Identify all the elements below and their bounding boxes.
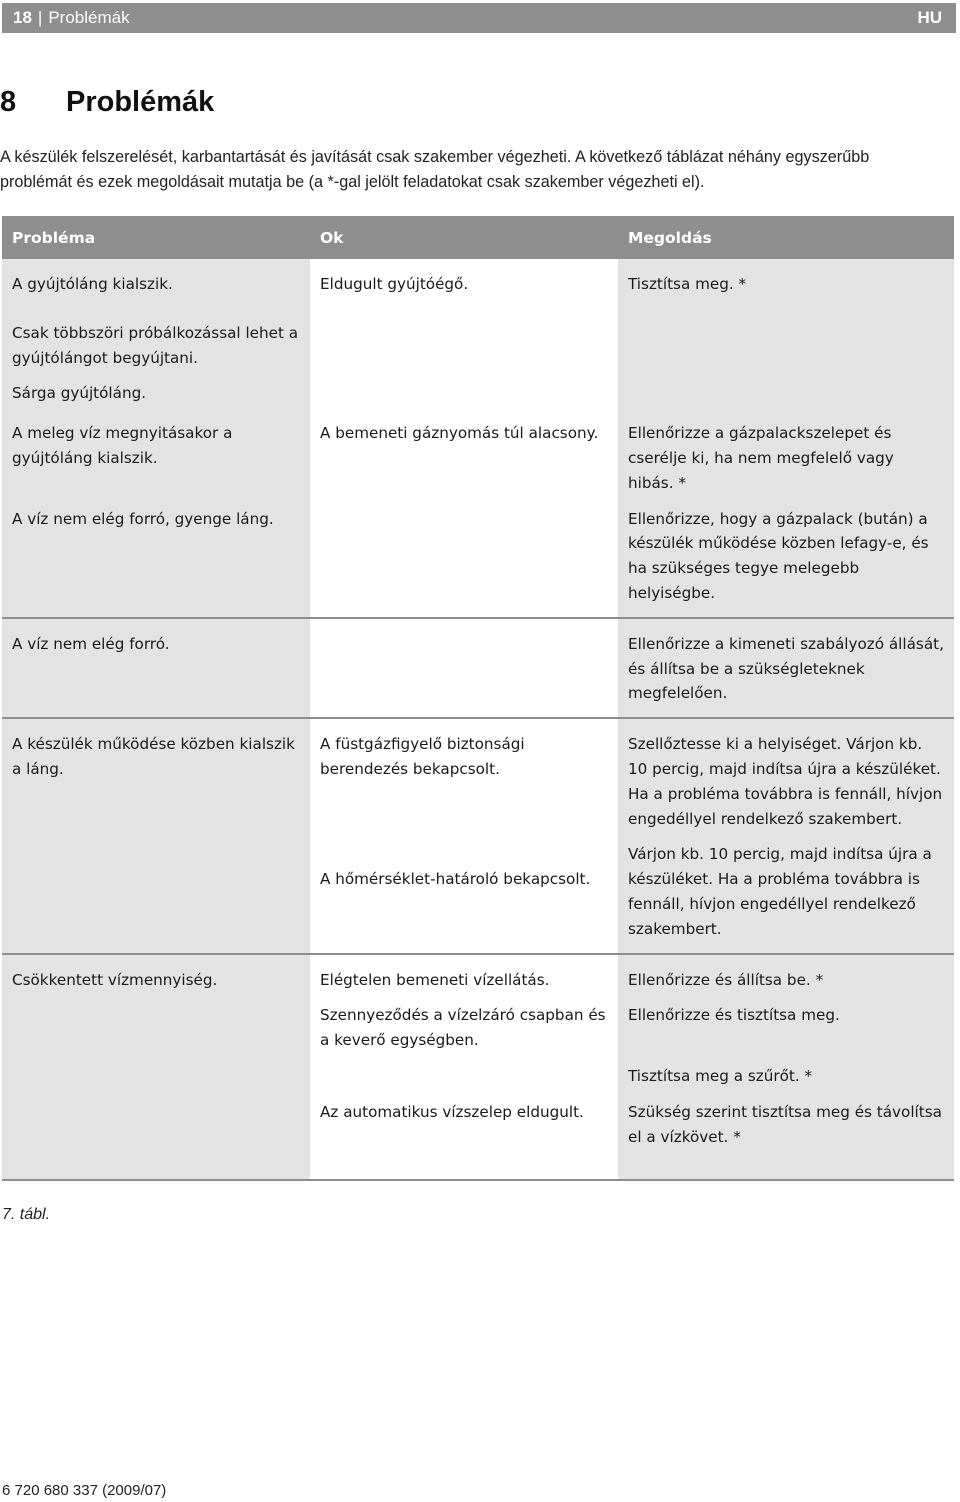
table-row bbox=[2, 259, 954, 308]
cause-cell: Az automatikus vízszelep eldugult. bbox=[310, 1100, 618, 1181]
solution-cell: Tisztítsa meg a szűrőt. * bbox=[618, 1064, 954, 1100]
cause-cell: Szennyeződés a vízelzáró csapban és a keverő egységben. bbox=[310, 1003, 618, 1064]
problem-cell bbox=[2, 1064, 310, 1100]
table-caption: 7. tábl. bbox=[2, 1206, 51, 1223]
solution-cell: Ellenőrizze, hogy a gázpalack (bután) a készülék működése közben lefagy-e, és ha szükséges tegye melegebb helyiségbe. bbox=[618, 507, 954, 618]
solution-cell: Szükség szerint tisztítsa meg és távolítsa el a vízkövet. * bbox=[618, 1100, 954, 1181]
table-header-row bbox=[2, 216, 954, 259]
column-header-problem: Probléma bbox=[2, 216, 310, 259]
solution-cell bbox=[618, 308, 954, 382]
cause-cell: A bemeneti gáznyomás túl alacsony. bbox=[310, 408, 618, 506]
solution-cell: Ellenőrizze és tisztítsa meg. bbox=[618, 1003, 954, 1064]
intro-paragraph: A készülék felszerelését, karbantartását és javítását csak szakember végezheti. A következő táblázat néhány egyszerűbb problémát és ezek megoldásait mutatja be (a *-gal jelölt feladatokat csak szakember végezheti el). bbox=[0, 148, 870, 191]
table-row bbox=[2, 308, 954, 382]
cause-cell: Elégtelen bemeneti vízellátás. bbox=[310, 954, 618, 1004]
solution-cell: Tisztítsa meg. * bbox=[618, 259, 954, 308]
header-separator: | bbox=[37, 8, 43, 27]
problem-cell: Csökkentett vízmennyiség. bbox=[2, 954, 310, 1004]
problem-cell: A meleg víz megnyitásakor a gyújtóláng kialszik. bbox=[2, 408, 310, 506]
problems-table bbox=[2, 216, 954, 1181]
cause-cell: A füstgázfigyelő biztonsági berendezés bekapcsolt. bbox=[310, 718, 618, 842]
cause-cell bbox=[310, 381, 618, 408]
table-row bbox=[2, 1100, 954, 1181]
cause-cell: Eldugult gyújtóégő. bbox=[310, 259, 618, 308]
solution-cell: Ellenőrizze a gázpalackszelepet és cserélje ki, ha nem megfelelő vagy hibás. * bbox=[618, 408, 954, 506]
problem-cell: Sárga gyújtóláng. bbox=[2, 381, 310, 408]
problem-cell: A készülék működése közben kialszik a láng. bbox=[2, 718, 310, 842]
header-language: HU bbox=[917, 8, 942, 27]
table-row bbox=[2, 954, 954, 1004]
cause-cell bbox=[310, 308, 618, 382]
solution-cell: Várjon kb. 10 percig, majd indítsa újra a készüléket. Ha a probléma továbbra is fennáll, hívjon engedéllyel rendelkező szakembert. bbox=[618, 842, 954, 953]
column-header-solution: Megoldás bbox=[618, 216, 954, 259]
section-title: Problémák bbox=[66, 86, 215, 118]
problem-cell: A víz nem elég forró, gyenge láng. bbox=[2, 507, 310, 618]
cause-cell: A hőmérséklet-határoló bekapcsolt. bbox=[310, 842, 618, 953]
header-left bbox=[13, 8, 130, 28]
table-row bbox=[2, 842, 954, 953]
solution-cell: Ellenőrizze és állítsa be. * bbox=[618, 954, 954, 1004]
header-section: Problémák bbox=[48, 8, 130, 27]
solution-cell: Szellőztesse ki a helyiséget. Várjon kb. 10 percig, majd indítsa újra a készüléket. Ha a probléma továbbra is fennáll, hívjon engedéllyel rendelkező szakembert. bbox=[618, 718, 954, 842]
problem-cell: A víz nem elég forró. bbox=[2, 618, 310, 718]
problem-cell: A gyújtóláng kialszik. bbox=[2, 259, 310, 308]
table-row bbox=[2, 507, 954, 618]
page-header bbox=[2, 3, 956, 33]
problem-cell bbox=[2, 1003, 310, 1064]
cause-cell bbox=[310, 618, 618, 718]
section-number: 8 bbox=[0, 86, 17, 118]
cause-cell bbox=[310, 1064, 618, 1100]
page-number: 18 bbox=[13, 8, 32, 27]
section-heading bbox=[0, 86, 214, 119]
solution-cell bbox=[618, 381, 954, 408]
problem-cell bbox=[2, 1100, 310, 1181]
problem-cell: Csak többszöri próbálkozással lehet a gyújtólángot begyújtani. bbox=[2, 308, 310, 382]
table-row bbox=[2, 1003, 954, 1064]
document-number: 6 720 680 337 (2009/07) bbox=[2, 1482, 167, 1499]
solution-cell: Ellenőrizze a kimeneti szabályozó állását, és állítsa be a szükségleteknek megfelelően. bbox=[618, 618, 954, 718]
cause-cell bbox=[310, 507, 618, 618]
table-row bbox=[2, 381, 954, 408]
column-header-cause: Ok bbox=[310, 216, 618, 259]
table-row bbox=[2, 718, 954, 842]
problem-cell bbox=[2, 842, 310, 953]
table-row bbox=[2, 408, 954, 506]
table-row bbox=[2, 1064, 954, 1100]
table-row bbox=[2, 618, 954, 718]
